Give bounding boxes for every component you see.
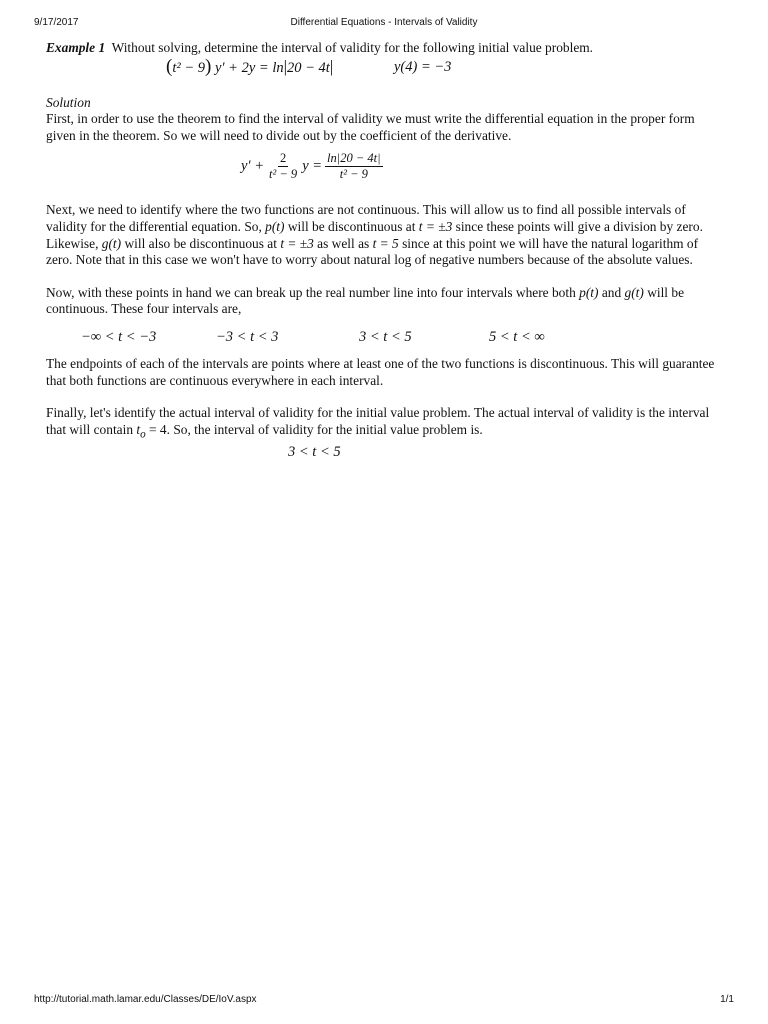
p2-text-b: will be discontinuous at [284,218,419,234]
ivp-lhs-rhs: y′ + 2y = ln [214,59,284,76]
fraction-p-numerator: 2 [279,150,287,165]
p2-t-pm3-a: t = ±3 [418,218,453,234]
p3-text-b: and [598,284,625,300]
p5-text-b: = 4. So, the interval of validity for the initial value problem is. [145,421,483,437]
std-y-prime: y′ + [241,158,265,175]
p5-t0: t [136,421,141,437]
p3-text-c: will be continuous. These four intervals are, [46,284,685,317]
ivp-abs-argument: 20 − 4t [287,59,330,76]
ivp-initial-condition: y(4) = −3 [394,58,452,75]
document-body [46,40,726,463]
fraction-g-denominator: t² − 9 [339,166,368,181]
p2-t-pm3-b: t = ±3 [280,235,314,251]
standard-form-equation [46,146,726,186]
solution-paragraph-5 [46,405,726,443]
interval-list [46,326,726,350]
p5-text-a: Finally, let's identify the actual interval of validity for the initial value problem. The actual interval of validity is the interval that will contain [46,405,710,437]
solution-paragraph-3 [46,285,726,318]
ivp-equation [46,57,726,79]
interval-3: 3 < t < 5 [359,328,412,345]
solution-paragraph-4: The endpoints of each of the intervals are points where at least one of the two functions is discontinuous. This will guarantee that both functions are continuous everywhere in each interval. [46,355,715,388]
page-number: 1/1 [720,994,734,1005]
fraction-g-numerator: ln|20 − 4t| [327,150,381,165]
print-footer [0,994,768,1008]
p3-pt: p(t) [579,284,599,300]
fraction-g [325,151,383,182]
example-label: Example 1 [46,40,106,55]
example-prompt [46,40,726,57]
p3-gt: g(t) [624,284,644,300]
print-header [0,17,768,31]
page-title: Differential Equations - Intervals of Validity [290,17,478,28]
p2-text-c: since these points will give a division by zero. Likewise, [46,218,703,251]
page-url: http://tutorial.math.lamar.edu/Classes/DE/IoV.aspx [34,994,257,1005]
p2-text-f: since at this point we will have the natural logarithm of zero. Note that in this case we won't have to worry about natural log of negative numbers because of the absolute values. [46,235,699,268]
final-interval: 3 < t < 5 [288,443,341,460]
p2-text-a: Next, we need to identify where the two functions are not continuous. This will allow us to find all possible intervals of validity for the differential equation. So, [46,202,686,234]
example-prompt-text: Without solving, determine the interval of validity for the following initial value problem. [111,40,594,55]
fraction-p [267,151,299,182]
std-y-equals: y = [302,158,323,175]
p3-text-a: Now, with these points in hand we can break up the real number line into four intervals where both [46,284,580,300]
p2-text-d: will also be discontinuous at [121,235,281,251]
ivp-coefficient: t² − 9 [172,59,205,76]
p2-gt: g(t) [101,235,122,251]
p2-t5: t = 5 [372,235,399,251]
fraction-p-denominator: t² − 9 [269,166,298,181]
solution-paragraph-1: First, in order to use the theorem to find the interval of validity we must write the differential equation in the proper form given in the theorem. So we will need to divide out by the coefficient of the derivative. [46,111,695,143]
print-date: 9/17/2017 [34,17,79,28]
solution-paragraph-2 [46,202,726,268]
ivp-differential-equation: (t² − 9) y′ + 2y = ln|20 − 4t| [166,55,334,77]
interval-4: 5 < t < ∞ [489,328,545,345]
interval-1: −∞ < t < −3 [81,328,157,345]
p5-t0-subscript: o [140,428,146,441]
final-answer-row [46,443,726,463]
p2-pt: p(t) [265,218,285,234]
interval-2: −3 < t < 3 [216,328,279,345]
p2-text-e: as well as [313,235,373,251]
solution-label: Solution [46,94,91,110]
